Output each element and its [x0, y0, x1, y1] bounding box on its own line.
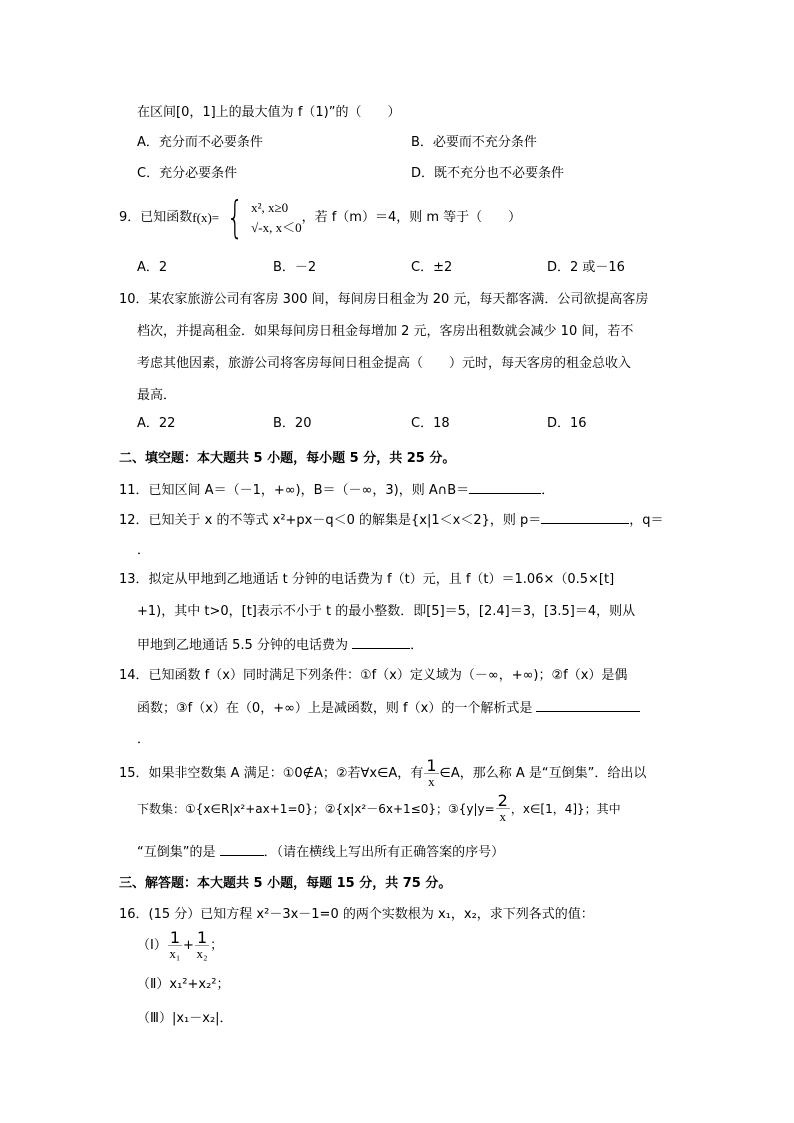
q10-option-b: B．20: [273, 416, 312, 431]
q9-prefix: 9．已知函数: [119, 210, 193, 225]
q16-part1: [137, 930, 223, 961]
answer-blank[interactable]: [220, 843, 264, 856]
q15-line1: [119, 758, 646, 789]
q13-line: 13．拟定从甲地到乙地通话 t 分钟的电话费为 f（t）元，且 f（t）＝1.06×（0.5×[t]: [119, 572, 615, 587]
q11-text: 11．已知区间 A＝（－1，+∞)，B＝（－∞，3)，则 A∩B＝: [119, 483, 470, 498]
q11-end: ．: [541, 483, 555, 498]
q14-line-text: 函数；③f（x）在（0，+∞）上是减函数，则 f（x）的一个解析式是: [137, 701, 533, 716]
q12-text: 12．已知关于 x 的不等式 x²+px－q＜0 的解集是{x|1＜x＜2}，则 p＝: [119, 513, 542, 528]
q8-continuation: 在区间[0，1]上的最大值为 f（1)”的（ ）: [137, 105, 401, 120]
numerator: 2: [497, 791, 508, 810]
part-label: （Ⅰ）: [137, 937, 167, 953]
q10-option-a: A．22: [137, 416, 176, 431]
denominator: x: [428, 774, 435, 789]
q14-line: [137, 699, 640, 717]
fraction-1-over-x: [424, 758, 438, 789]
q10-line: 10．某农家旅游公司有客房 300 间，每间房日租金为 20 元，每天都客满．公司欲提高客房: [119, 292, 649, 307]
q13-line: +1)，其中 t>0，[t]表示不小于 t 的最小整数．即[5]＝5，[2.4]＝3，[3.5]＝4，则从: [137, 604, 636, 619]
brace-symbol: {: [226, 192, 244, 243]
q9-fx: f(x)=: [192, 210, 220, 225]
fraction-2-over-x: [496, 793, 510, 824]
q14-end: ．: [137, 732, 151, 747]
q16-stem: 16．(15 分）已知方程 x²－3x－1=0 的两个实数根为 x₁，x₂，求下列各式的值：: [119, 907, 594, 922]
fraction-1-over-x2: [195, 930, 209, 961]
denominator: x₂: [196, 946, 208, 961]
q9-suffix: ，若 f（m）＝4，则 m 等于（ ）: [301, 210, 522, 225]
numerator: 1: [426, 756, 437, 775]
q15-line2: [137, 793, 621, 824]
q11: [119, 481, 554, 499]
q16-part2: （Ⅱ）x₁²+x₂²；: [137, 977, 230, 992]
q16-part3: （Ⅲ）|x₁－x₂|．: [137, 1011, 233, 1026]
denominator: x₁: [169, 946, 181, 961]
plus-sign: +: [183, 937, 194, 953]
numerator: 1: [196, 928, 208, 947]
semicolon: ；: [210, 937, 224, 953]
q8-option-b: B．必要而不充分条件: [411, 135, 537, 150]
q9-option-d: D．2 或－16: [547, 260, 625, 275]
answer-blank[interactable]: [469, 481, 541, 494]
q15-text: ．（请在横线上写出所有正确答案的序号）: [263, 845, 505, 860]
denominator: x: [499, 809, 507, 824]
q13-line-text: 甲地到乙地通话 5.5 分钟的电话费为: [137, 638, 348, 653]
q10-line: 考虑其他因素，旅游公司将客房每间日租金提高（ ）元时，每天客房的租金总收入: [137, 356, 632, 371]
q15-text: ∈A，那么称 A 是“互倒集”．给出以: [439, 765, 647, 781]
q12-mid: ，q＝: [629, 513, 664, 528]
numerator: 1: [169, 928, 181, 947]
q9-case1: x², x≥0: [251, 200, 289, 215]
answer-blank-p[interactable]: [541, 511, 629, 524]
q10-line: 档次，并提高租金．如果每间房日租金每增加 2 元，客房出租数就会减少 10 间，若不: [137, 324, 634, 339]
q10-option-c: C．18: [411, 416, 450, 431]
answer-blank[interactable]: [536, 699, 640, 712]
q13-end: ．: [410, 638, 424, 653]
q15-text: ，x∈[1，4]}；其中: [510, 801, 621, 816]
answer-blank[interactable]: [352, 636, 410, 649]
q15-text: 15．如果非空数集 A 满足：①0∉A；②若∀x∈A，有: [119, 765, 424, 781]
section-3-heading: 三、解答题：本大题共 5 小题，每题 15 分，共 75 分。: [119, 876, 452, 891]
q9-case2: √-x, x＜0: [251, 220, 302, 235]
q15-line3: [137, 843, 504, 861]
q10-option-d: D．16: [547, 416, 587, 431]
section-2-heading: 二、填空题：本大题共 5 小题，每小题 5 分，共 25 分。: [119, 451, 456, 466]
q15-text: “互倒集”的是: [137, 845, 216, 860]
q10-line: 最高．: [137, 388, 177, 403]
q9: [119, 192, 522, 243]
q8-option-c: C．充分必要条件: [137, 166, 238, 181]
q9-option-a: A．2: [137, 260, 168, 275]
q15-text: 下数集：①{x∈R|x²+ax+1=0}；②{x|x²－6x+1≤0}；③{y|y=: [137, 801, 495, 816]
q8-option-d: D．既不充分也不必要条件: [411, 166, 565, 181]
q12: [119, 511, 664, 529]
q14-line: 14．已知函数 f（x）同时满足下列条件：①f（x）定义域为（－∞，+∞)；②f（x）是偶: [119, 668, 628, 683]
q12-end: ．: [137, 543, 151, 558]
fraction-1-over-x1: [168, 930, 182, 961]
q8-option-a: A．充分而不必要条件: [137, 135, 263, 150]
q13-line: [137, 636, 423, 654]
q9-option-c: C．±2: [411, 260, 453, 275]
q9-option-b: B．－2: [273, 260, 317, 275]
